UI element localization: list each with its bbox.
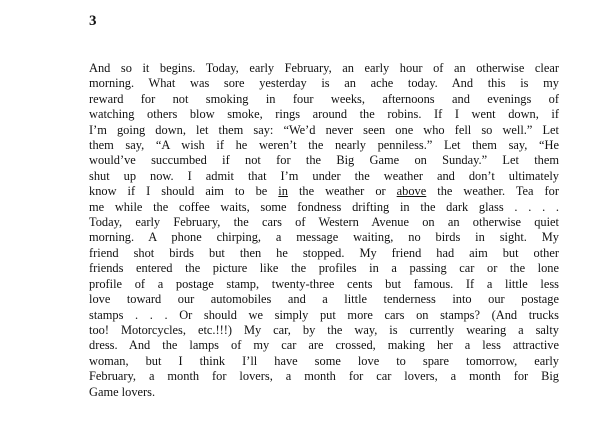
text-line: Today, early February, the cars of Western Avenue on an otherwise quiet	[89, 215, 559, 230]
text-line: morning. A phone chirping, a message waiting, no birds in sight. My	[89, 230, 559, 245]
text-line: February, a month for lovers, a month for car lovers, a month for Big	[89, 369, 559, 384]
text-line: morning. What was sore yesterday is an ache today. And this is my	[89, 76, 559, 91]
text-line: would’ve succumbed if not for the Big Game on Sunday.” Let them	[89, 153, 559, 168]
text-line: friends entered the picture like the profiles in a passing car or the lone	[89, 261, 559, 276]
text-line: And so it begins. Today, early February, an early hour of an otherwise clear	[89, 61, 559, 75]
text-line: woman, but I think I’ll have some love to spare tomorrow, early	[89, 353, 559, 368]
text-line: love toward our automobiles and a little tenderness into our postage	[89, 292, 559, 307]
text-segment: know if I should aim to be	[89, 184, 268, 199]
text-line: too! Motorcycles, etc.!!!) My car, by the way, is currently wearing a salty	[89, 322, 559, 337]
text-line: profile of a postage stamp, twenty-three cents but famous. If a little less	[89, 276, 559, 291]
text-line: reward for not smoking in four weeks, afternoons and evenings of	[89, 91, 559, 106]
page-number: 3	[89, 13, 97, 29]
text-line: I’m going down, let them say: “We’d never seen one who fell so well.” Let	[89, 122, 559, 137]
text-line: me while the coffee waits, some fondness drifting in the dark glass . . . .	[89, 199, 559, 214]
prose-poem-body	[89, 61, 559, 400]
text-line: Game lovers.	[89, 384, 156, 399]
text-line-with-underlines	[89, 184, 559, 199]
text-line: dress. And the lamps of my car are crossed, making her a less attractive	[89, 338, 559, 353]
text-segment: the weather. Tea for	[426, 184, 560, 199]
underlined-word-in: in	[278, 184, 288, 199]
text-line: them say, “A wish if he weren’t the nearly penniless.” Let them say, “He	[89, 138, 559, 153]
text-line: watching others blow smoke, rings around the robins. If I went down, if	[89, 107, 559, 122]
text-line: friend shot birds but then he stopped. My friend had aim but other	[89, 245, 559, 260]
underlined-word-above: above	[396, 184, 427, 199]
text-segment: the weather or	[287, 184, 397, 199]
text-line: stamps . . . Or should we simply put more cars on stamps? (And trucks	[89, 307, 559, 322]
text-line: shut up now. I admit that I’m under the weather and don’t ultimately	[89, 168, 559, 183]
